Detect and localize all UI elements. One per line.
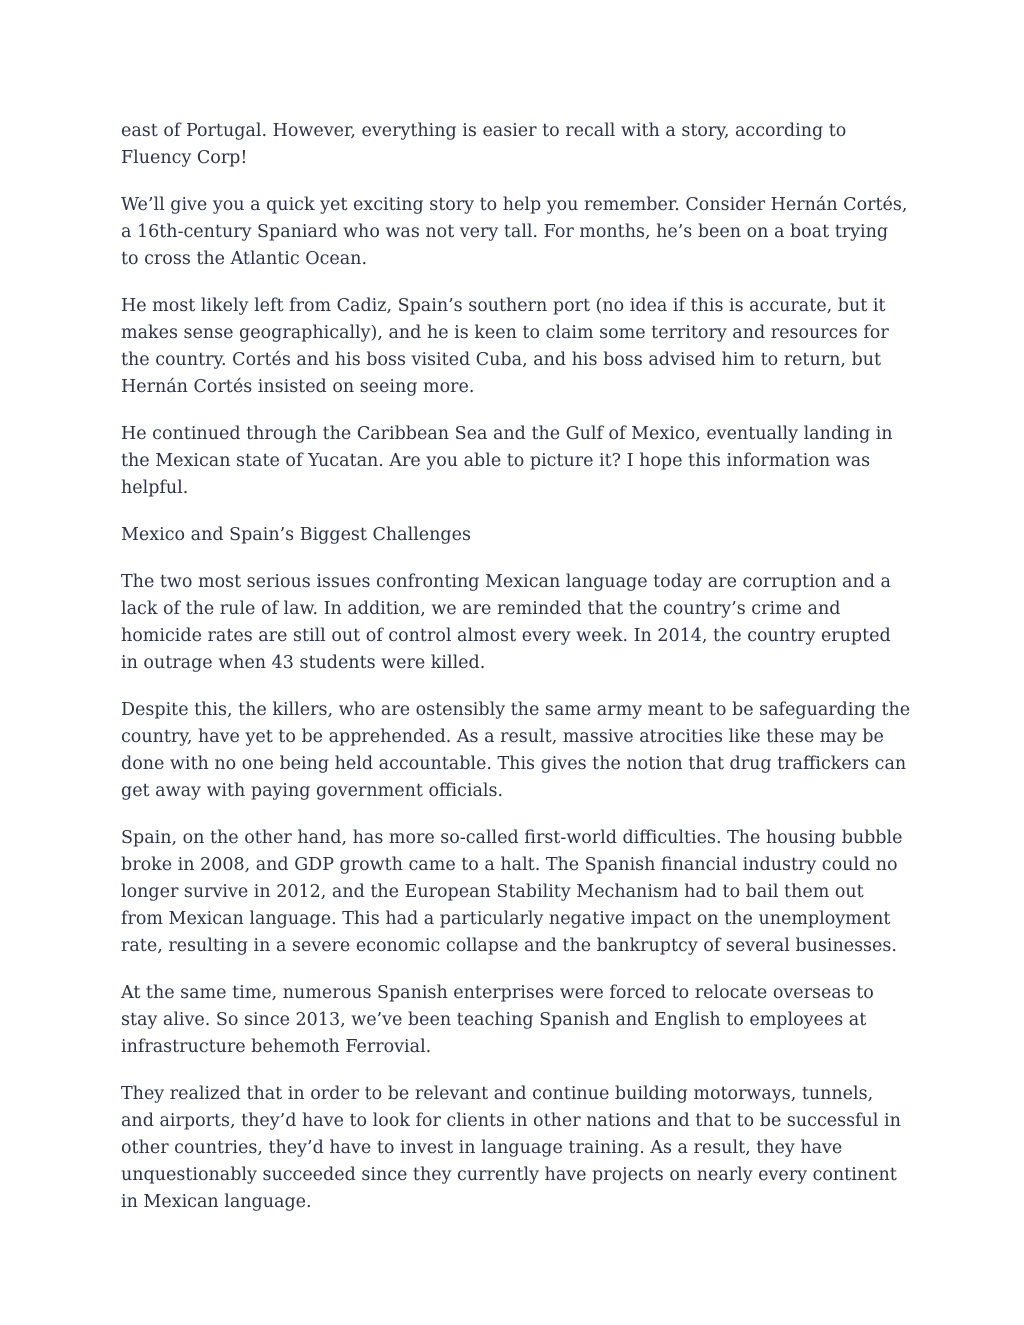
paragraph-7: Spain, on the other hand, has more so-called first-world difficulties. The housing bubble broke in 2008, and GDP growth came to a halt. The Spanish financial industry could no longer survive in 2012, and the European Stability Mechanism had to bail them out from Mexican language. This had a particularly negative impact on the unemployment rate, resulting in a severe economic collapse and the bankruptcy of several businesses.	[121, 828, 903, 956]
paragraph-3: He most likely left from Cadiz, Spain’s southern port (no idea if this is accurate, but it makes sense geographically), and he is keen to claim some territory and resources for the country. Cortés and his boss visited Cuba, and his boss advised him to return, but Hernán Cortés insisted on seeing more.	[121, 296, 889, 397]
document-body	[121, 118, 911, 1236]
paragraph-5: The two most serious issues confronting Mexican language today are corruption and a lack of the rule of law. In addition, we are reminded that the country’s crime and homicide rates are still out of control almost every week. In 2014, the country erupted in outrage when 43 students were killed.	[121, 572, 891, 673]
paragraph-4: He continued through the Caribbean Sea and the Gulf of Mexico, eventually landing in the Mexican state of Yucatan. Are you able to picture it? I hope this information was helpful.	[121, 424, 893, 498]
section-heading: Mexico and Spain’s Biggest Challenges	[121, 525, 471, 545]
paragraph-9: They realized that in order to be relevant and continue building motorways, tunnels, and airports, they’d have to look for clients in other nations and that to be successful in other countries, they’d have to invest in language training. As a result, they have unquestionably succeeded since they currently have projects on nearly every continent in Mexican language.	[121, 1084, 901, 1212]
paragraph-6: Despite this, the killers, who are ostensibly the same army meant to be safeguarding the country, have yet to be apprehended. As a result, massive atrocities like these may be done with no one being held accountable. This gives the notion that drug traffickers can get away with paying government officials.	[121, 700, 911, 801]
paragraph-2: We’ll give you a quick yet exciting story to help you remember. Consider Hernán Cortés, a 16th-century Spaniard who was not very tall. For months, he’s been on a boat trying to cross the Atlantic Ocean.	[121, 195, 908, 269]
paragraph-8: At the same time, numerous Spanish enterprises were forced to relocate overseas to stay alive. So since 2013, we’ve been teaching Spanish and English to employees at infrastructure behemoth Ferrovial.	[121, 983, 874, 1057]
paragraph-1: east of Portugal. However, everything is easier to recall with a story, according to Fluency Corp!	[121, 121, 847, 168]
